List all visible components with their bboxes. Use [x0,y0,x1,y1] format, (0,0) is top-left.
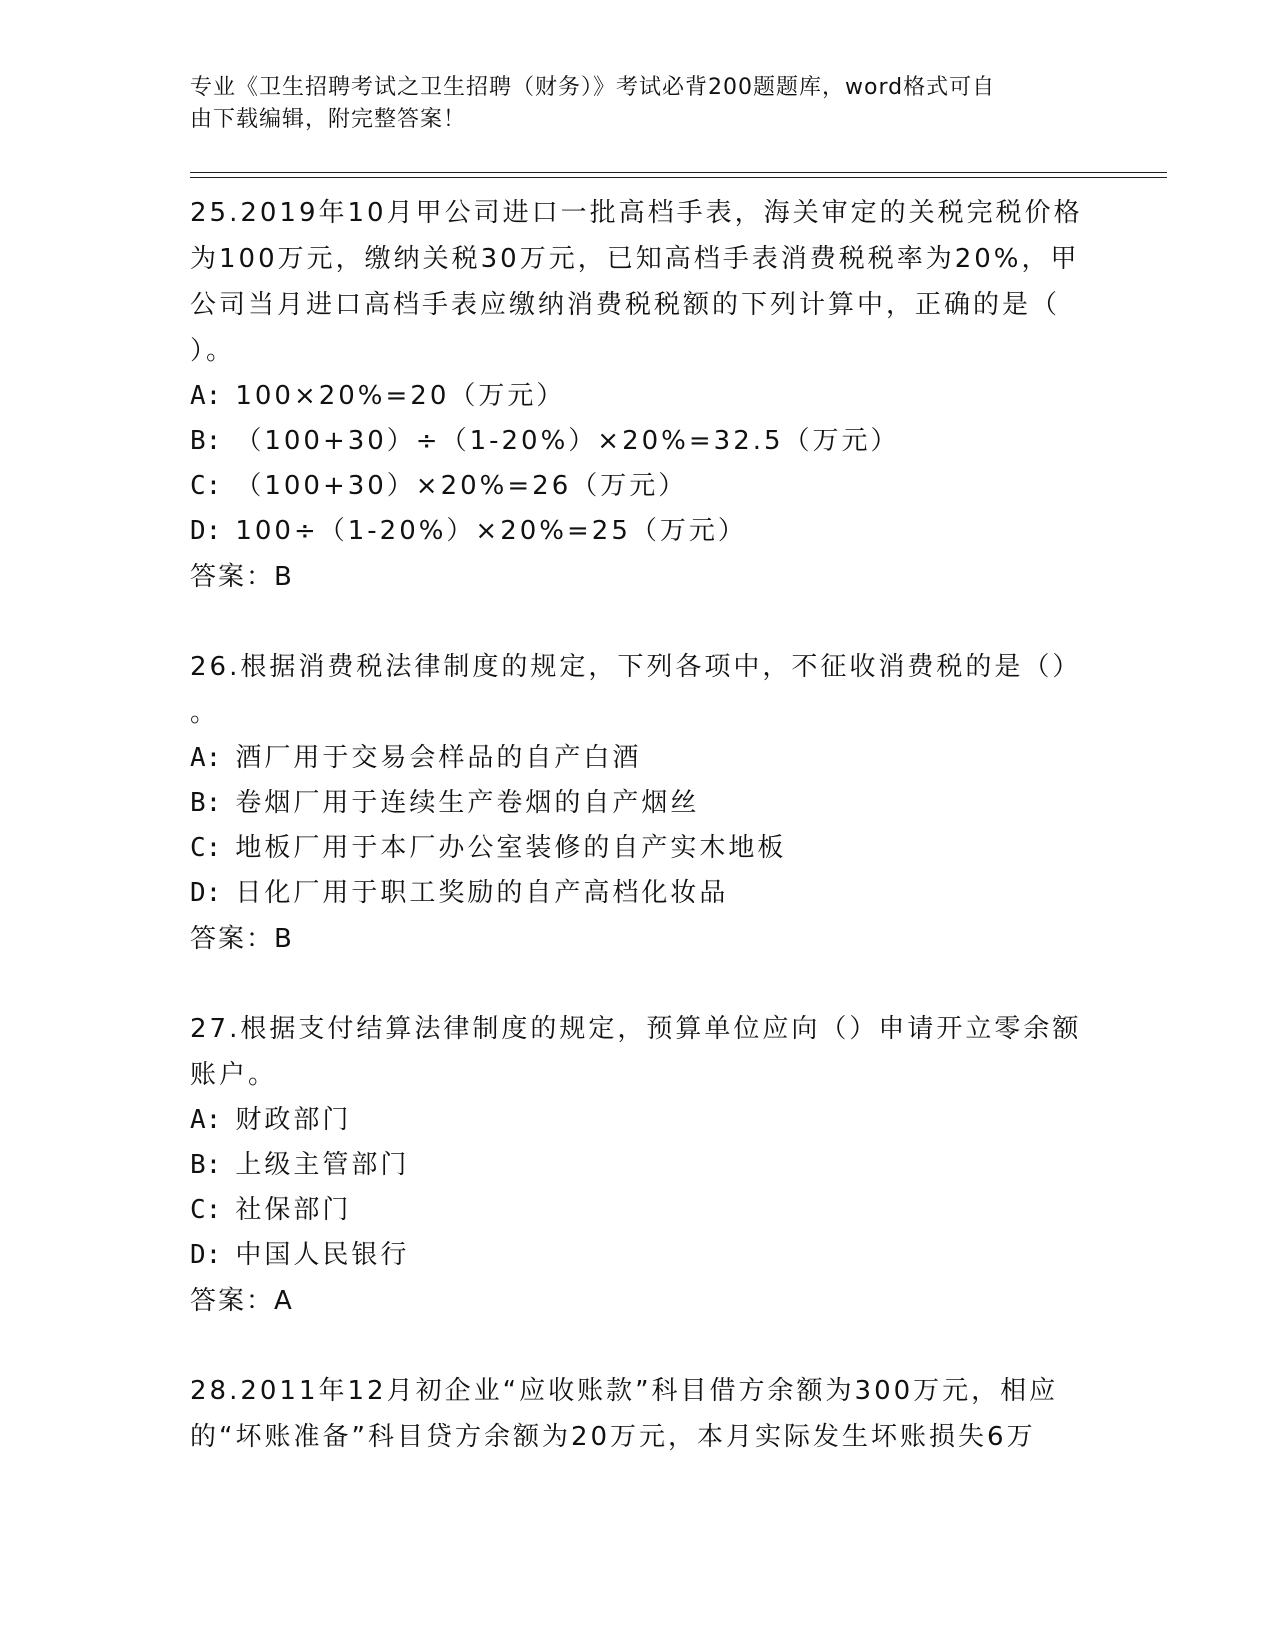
option-a [190,1098,1090,1143]
question-stem-line: 26.根据消费税法律制度的规定，下列各项中，不征收消费税的是（） [190,652,1082,682]
header-line-2: 由下载编辑，附完整答案！ [190,107,467,132]
question-stem-line: 为100万元，缴纳关税30万元，已知高档手表消费税税率为20%，甲 [190,244,1080,274]
header-rule-bottom [190,177,1167,178]
option-text: 日化厂用于职工奖励的自产高档化妆品 [235,878,729,908]
option-text: 酒厂用于交易会样品的自产白酒 [235,743,642,773]
option-label: A: [190,1105,222,1135]
option-label: B: [190,788,222,818]
option-text: 卷烟厂用于连续生产卷烟的自产烟丝 [235,788,700,818]
question-stem-line: 的“坏账准备”科目贷方余额为20万元，本月实际发生坏账损失6万 [190,1422,1036,1452]
question-stem-line: 28.2011年12月初企业“应收账款”科目借方余额为300万元，相应 [190,1376,1059,1406]
option-label: D: [190,516,222,546]
option-label: C: [190,833,222,863]
option-label: D: [190,878,222,908]
option-text: 社保部门 [235,1195,352,1225]
question-27 [190,1006,1090,1324]
option-text: 财政部门 [235,1105,352,1135]
option-label: C: [190,471,222,501]
option-label: B: [190,426,222,456]
document-header [190,72,1070,136]
option-label: D: [190,1240,222,1270]
option-c [190,826,1090,871]
option-d [190,871,1090,916]
answer-line: 答案：B [190,562,294,592]
question-stem-line: 25.2019年10月甲公司进口一批高档手表，海关审定的关税完税价格 [190,198,1083,228]
option-label: B: [190,1150,222,1180]
question-28 [190,1368,1090,1460]
option-label: A: [190,381,222,411]
option-text: 中国人民银行 [235,1240,410,1270]
option-text: 100×20%=20（万元） [235,381,566,411]
header-line-1: 专业《卫生招聘考试之卫生招聘（财务）》考试必背200题题库，word格式可自 [190,75,996,100]
answer-line: 答案：A [190,1286,294,1316]
option-b [190,781,1090,826]
question-stem-line: 账户。 [190,1060,278,1090]
option-text: 地板厂用于本厂办公室装修的自产实木地板 [235,833,787,863]
question-26 [190,644,1090,962]
question-stem-line: 。 [190,698,220,728]
option-label: A: [190,743,222,773]
option-b [190,419,1090,464]
option-text: 100÷（1-20%）×20%=25（万元） [235,516,747,546]
option-c [190,1188,1090,1233]
question-stem-line: ）。 [190,336,236,366]
option-text: 上级主管部门 [235,1150,410,1180]
option-a [190,736,1090,781]
option-b [190,1143,1090,1188]
option-label: C: [190,1195,222,1225]
option-text: （100+30）÷（1-20%）×20%=32.5（万元） [235,426,900,456]
option-c [190,464,1090,509]
option-d [190,1233,1090,1278]
question-list [190,190,1090,1504]
header-rule-top [190,172,1167,173]
answer-line: 答案：B [190,924,294,954]
question-25 [190,190,1090,600]
question-stem-line: 27.根据支付结算法律制度的规定，预算单位应向（）申请开立零余额 [190,1014,1082,1044]
option-a [190,374,1090,419]
question-stem-line: 公司当月进口高档手表应缴纳消费税税额的下列计算中，正确的是（ [190,290,1061,320]
option-d [190,509,1090,554]
option-text: （100+30）×20%=26（万元） [235,471,688,501]
